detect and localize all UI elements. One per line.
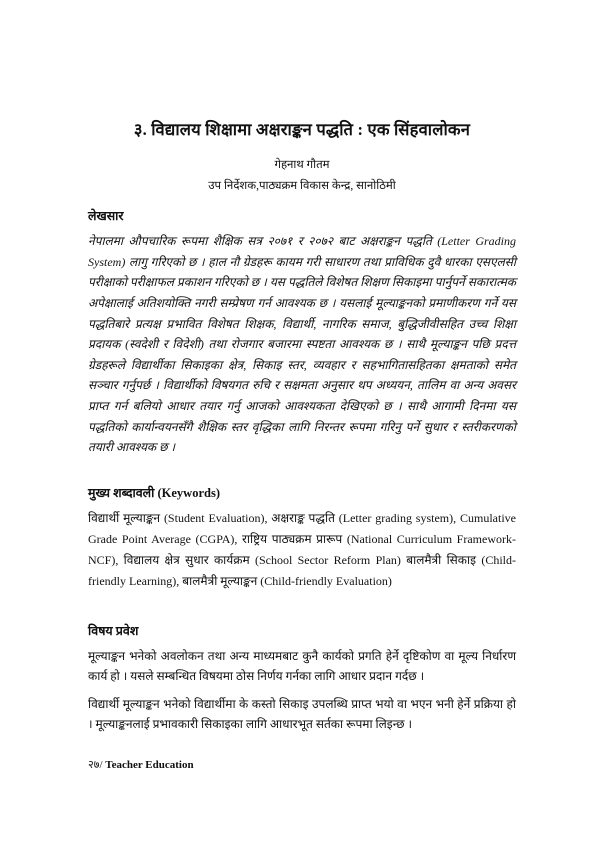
page-title: ३. विद्यालय शिक्षामा अक्षराङ्कन पद्धति : एक सिंहवालोकन [133,120,471,139]
author-affiliation: उप निर्देशक,पाठ्यक्रम विकास केन्द्र, सानोठिमी [208,180,396,193]
spacer [88,458,516,472]
author-name: गेहनाथ गौतम [274,159,330,172]
abstract-body [88,231,516,458]
keywords-body: विद्यार्थी मूल्याङ्कन (Student Evaluation), अक्षराङ्क पद्धति (Letter grading system), Cumulative Grade Point Average (CGPA), राष्ट्रिय पाठ्यक्रम प्रारूप (National Curriculum Framework-NCF), विद्यालय क्षेत्र सुधार कार्यक्रम (School Sector Reform Plan) बालमैत्री सिकाइ (Child-friendly Learning), बालमैत्री मूल्याङ्कन (Child-friendly Evaluation) [88,510,516,588]
article-content [88,118,516,743]
introduction-paragraph-2: विद्यार्थी मूल्याङ्कन भनेको विद्यार्थीमा के कस्तो सिकाइ उपलब्धि प्राप्त भयो वा भएन भनी हेर्ने प्रक्रिया हो । मूल्याङ्कनलाई प्रभावकारी सिकाइका लागि आधारभूत सर्तका रूपमा लिइन्छ । [88,697,516,732]
abstract-paragraph: नेपालमा औपचारिक रूपमा शैक्षिक सत्र २०७१ र २०७२ बाट अक्षराङ्कन पद्धति (Letter Grading System) लागु गरिएको छ । हाल नौ ग्रेडहरू कायम गरी साधारण तथा प्राविधिक दुवै धारका एसएलसी परीक्षाको परीक्षाफल प्रकाशन गरिएको छ । यस पद्धतिले विशेषत शिक्षण सिकाइमा पार्नुपर्ने सकारात्मक अपेक्षालाई अतिशयोक्ति नगरी सम्प्रेषण गर्न आवश्यक छ । यसलाई मूल्याङ्कनको प्रमाणीकरण गर्ने यस पद्धतिबारे प्रत्यक्ष प्रभावित विशेषत शिक्षक, विद्यार्थी, नागरिक समाज, बुद्धिजीवीसहित उच्च शिक्षा प्रदायक (स्वदेशी र विदेशी) तथा रोजगार बजारमा स्पष्टता आवश्यक छ । साथै मूल्याङ्कन पछि प्रदत्त ग्रेडहरूले विद्यार्थीका सिकाइका क्षेत्र, सिकाइ स्तर, व्यवहार र सहभागितासहितका क्षमताको समेत सञ्चार गर्नुपर्छ । विद्यार्थीको विषयगत रुचि र सक्षमता अनुसार थप अध्ययन, तालिम वा अन्य अवसर प्राप्त गर्न बलियो आधार तयार गर्नु आजको आवश्यकता देखिएको छ । साथै आगामी दिनमा यस पद्धतिको कार्यान्वयनसँगै शैक्षिक स्तर वृद्धिका लागि निरन्तर रूपमा गरिनु पर्ने सुधार र स्तरीकरणको तयारी आवश्यक छ । [88,234,516,455]
page-footer [88,757,516,772]
footer-journal-name: Teacher Education [105,759,194,771]
footer-page-number: २७/ [88,759,103,771]
introduction-heading: विषय प्रवेश [88,623,139,638]
introduction-paragraph-1: मूल्याङ्कन भनेको अवलोकन तथा अन्य माध्यमबाट कुनै कार्यको प्रगति हेर्ने दृष्टिकोण वा मूल्य निर्धारण कार्य हो । यसले सम्बन्धित विषयमा ठोस निर्णय गर्नका लागि आधार प्रदान गर्दछ । [88,648,516,684]
abstract-heading: लेखसार [88,209,124,224]
keywords-heading: मुख्य शब्दावली (Keywords) [88,485,220,500]
spacer [88,600,516,610]
